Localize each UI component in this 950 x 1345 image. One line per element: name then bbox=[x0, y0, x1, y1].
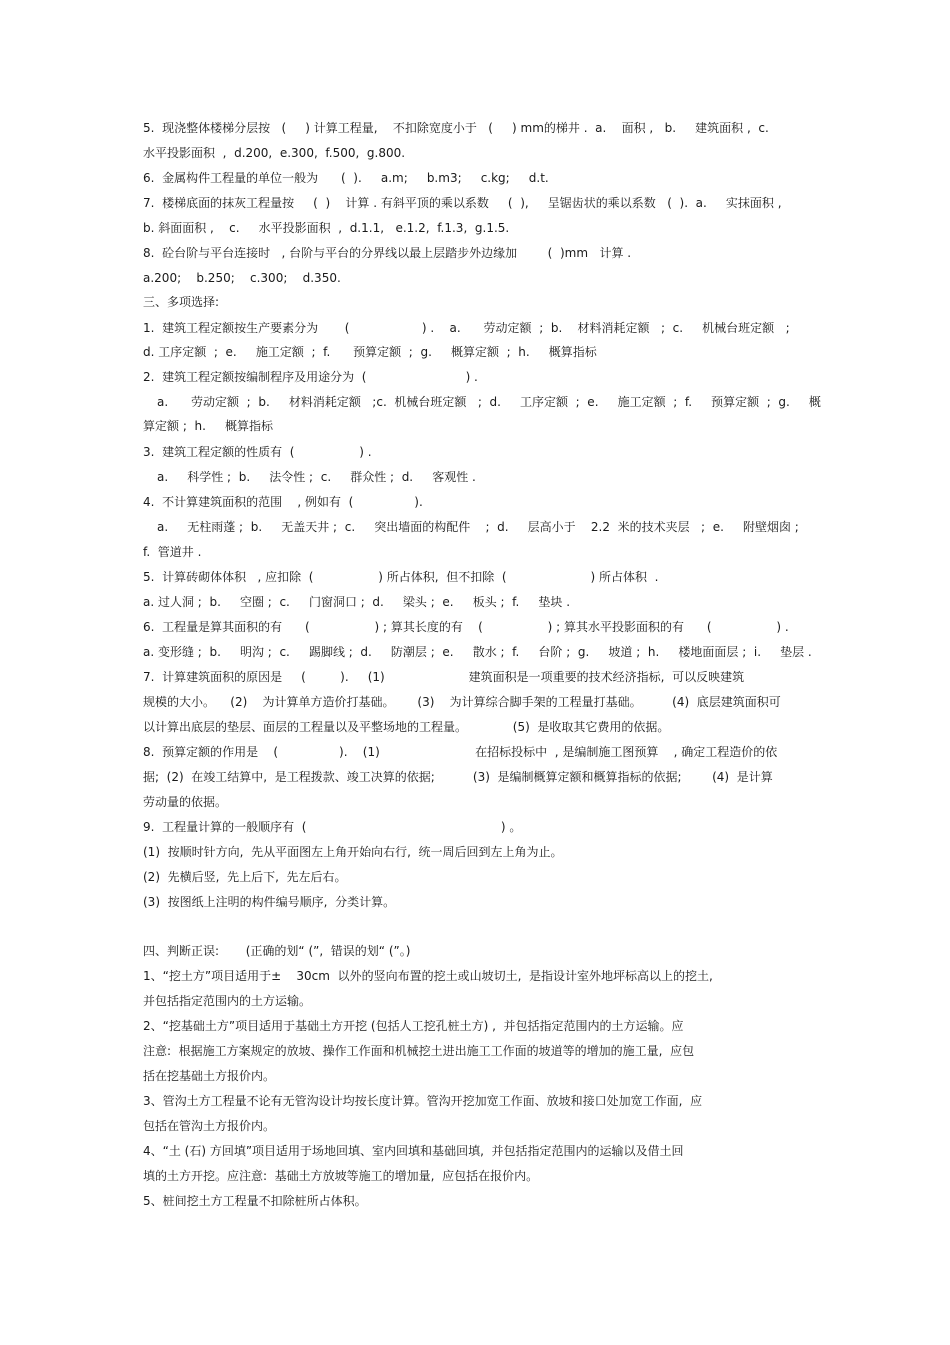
text-line: 6. 金属构件工程量的单位一般为 ( ). a.m; b.m3; c.kg; d.t. bbox=[143, 171, 549, 185]
text-line: 规模的大小。 (2) 为计算单方造价打基础。 (3) 为计算综合脚手架的工程量打基础。 (4) 底层建筑面积可 bbox=[143, 695, 781, 709]
text-line: a. 无柱雨蓬 ; b. 无盖天井 ; c. 突出墙面的构配件 ; d. 层高小于 2.2 米的技术夹层 ; e. 附壁烟囱 ; bbox=[157, 520, 799, 534]
text-line: 8. 砼台阶与平台连接时 , 台阶与平台的分界线以最上层踏步外边缘加 ( )mm 计算 . bbox=[143, 246, 632, 260]
text-line: 3、管沟土方工程量不论有无管沟设计均按长度计算。管沟开挖加宽工作面、放坡和接口处加宽工作面, 应 bbox=[143, 1094, 703, 1108]
text-line: 1、“挖土方”项目适用于± 30cm 以外的竖向布置的挖土或山坡切土, 是指设计室外地坪标高以上的挖土, bbox=[143, 969, 713, 983]
text-line: 并包括指定范围内的土方运输。 bbox=[143, 994, 312, 1008]
text-line: 4、“土 (石) 方回填”项目适用于场地回填、室内回填和基础回填, 并包括指定范围内的运输以及借土回 bbox=[143, 1144, 684, 1158]
text-line: 9. 工程量计算的一般顺序有 ( ) 。 bbox=[143, 820, 522, 834]
text-line: 2. 建筑工程定额按编制程序及用途分为 ( ) . bbox=[143, 370, 478, 384]
text-line: 算定额 ; h. 概算指标 bbox=[143, 419, 273, 433]
text-line: f. 管道井 . bbox=[143, 545, 202, 559]
text-line: 7. 计算建筑面积的原因是 ( ). (1) 建筑面积是一项重要的技术经济指标, 可以反映建筑 bbox=[143, 670, 745, 684]
text-line: d. 工序定额 ; e. 施工定额 ; f. 预算定额 ; g. 概算定额 ; h. 概算指标 bbox=[143, 345, 597, 359]
text-line: a. 过人洞 ; b. 空圈 ; c. 门窗洞口 ; d. 梁头 ; e. 板头 ; f. 垫块 . bbox=[143, 595, 571, 609]
text-line: b. 斜面面积 , c. 水平投影面积 , d.1.1, e.1.2, f.1.3, g.1.5. bbox=[143, 221, 510, 235]
text-line: (1) 按顺时针方向, 先从平面图左上角开始向右行, 统一周后回到左上角为止。 bbox=[143, 845, 563, 859]
text-line: 6. 工程量是算其面积的有 ( ) ; 算其长度的有 ( ) ; 算其水平投影面积的有 ( ) . bbox=[143, 620, 789, 634]
text-line: a. 劳动定额 ; b. 材料消耗定额 ;c. 机械台班定额 ; d. 工序定额 ; e. 施工定额 ; f. 预算定额 ; g. 概 bbox=[157, 395, 821, 409]
text-line: 据; (2) 在竣工结算中, 是工程拨款、竣工决算的依据; (3) 是编制概算定额和概算指标的依据; (4) 是计算 bbox=[143, 770, 773, 784]
text-line: (2) 先横后竖, 先上后下, 先左后右。 bbox=[143, 870, 347, 884]
text-line: 注意: 根据施工方案规定的放坡、操作工作面和机械挖土进出施工工作面的坡道等的增加的施工量, 应包 bbox=[143, 1044, 695, 1058]
text-line: 1. 建筑工程定额按生产要素分为 ( ) . a. 劳动定额 ; b. 材料消耗定额 ; c. 机械台班定额 ; bbox=[143, 321, 790, 335]
text-line: 4. 不计算建筑面积的范围 , 例如有 ( ). bbox=[143, 495, 423, 509]
section-heading: 四、判断正误: (正确的划“ (”, 错误的划“ (”。) bbox=[143, 944, 411, 958]
text-line: 包括在管沟土方报价内。 bbox=[143, 1119, 276, 1133]
text-line: a.200; b.250; c.300; d.350. bbox=[143, 271, 341, 285]
text-line: (3) 按图纸上注明的构件编号顺序, 分类计算。 bbox=[143, 895, 396, 909]
text-line: 5、桩间挖土方工程量不扣除桩所占体积。 bbox=[143, 1194, 367, 1208]
text-line: 括在挖基础土方报价内。 bbox=[143, 1069, 276, 1083]
text-line: 5. 现浇整体楼梯分层按 ( ) 计算工程量, 不扣除宽度小于 ( ) mm的梯井 . a. 面积 , b. 建筑面积 , c. bbox=[143, 121, 769, 135]
text-line: 7. 楼梯底面的抹灰工程量按 ( ) 计算 . 有斜平顶的乘以系数 ( ), 呈锯齿状的乘以系数 ( ). a. 实抹面积 , bbox=[143, 196, 782, 210]
text-line: 5. 计算砖砌体体积 , 应扣除 ( ) 所占体积, 但不扣除 ( ) 所占体积 . bbox=[143, 570, 659, 584]
text-line: 2、“挖基础土方”项目适用于基础土方开挖 (包括人工挖孔桩土方) , 并包括指定范围内的土方运输。应 bbox=[143, 1019, 684, 1033]
text-line: 以计算出底层的垫层、面层的工程量以及平整场地的工程量。 (5) 是收取其它费用的依据。 bbox=[143, 720, 670, 734]
text-line: a. 变形缝 ; b. 明沟 ; c. 踢脚线 ; d. 防潮层 ; e. 散水 ; f. 台阶 ; g. 坡道 ; h. 楼地面面层 ; i. 垫层 . bbox=[143, 645, 812, 659]
section-heading: 三、多项选择: bbox=[143, 295, 220, 309]
text-line: 3. 建筑工程定额的性质有 ( ) . bbox=[143, 445, 372, 459]
text-line: 填的土方开挖。应注意: 基础土方放坡等施工的增加量, 应包括在报价内。 bbox=[143, 1169, 539, 1183]
text-line: 水平投影面积 , d.200, e.300, f.500, g.800. bbox=[143, 146, 406, 160]
text-line: 8. 预算定额的作用是 ( ). (1) 在招标投标中 , 是编制施工图预算 , 确定工程造价的依 bbox=[143, 745, 778, 759]
text-line: 劳动量的依据。 bbox=[143, 795, 228, 809]
text-line: a. 科学性 ; b. 法令性 ; c. 群众性 ; d. 客观性 . bbox=[157, 470, 476, 484]
